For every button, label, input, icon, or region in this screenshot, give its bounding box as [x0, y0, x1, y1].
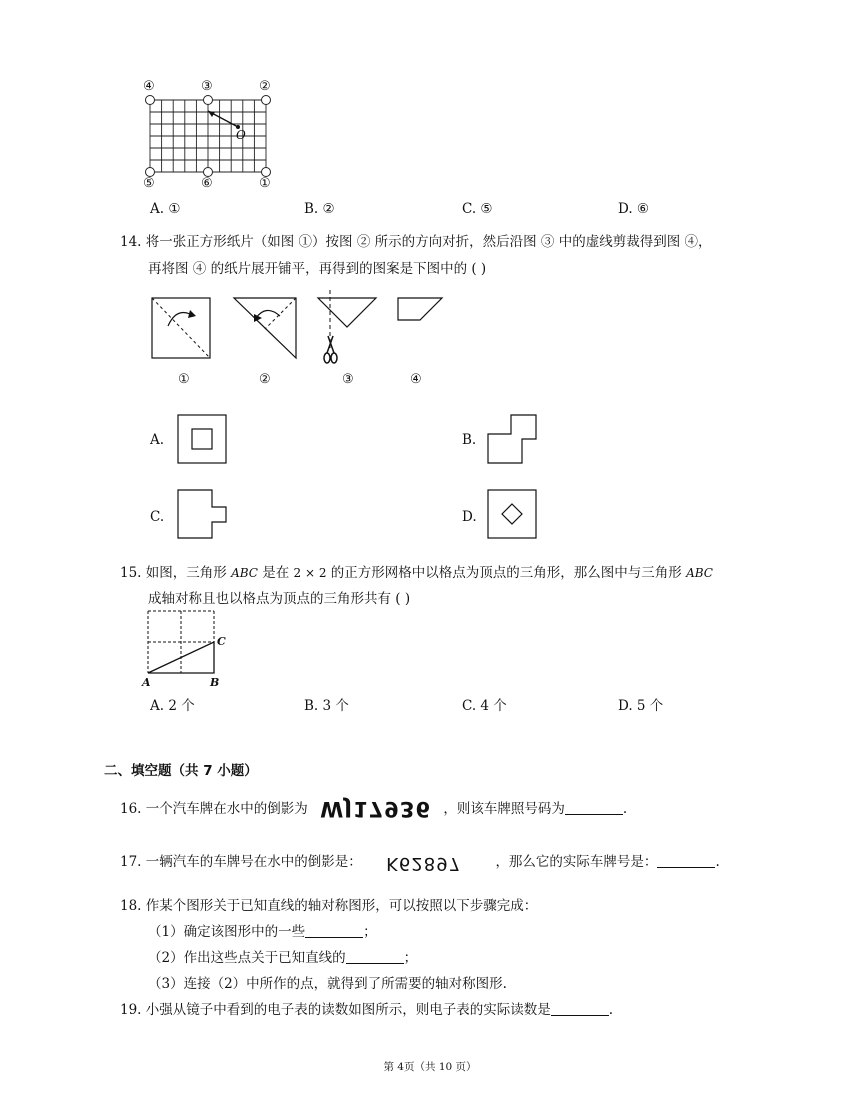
q19-end: . [608, 1002, 614, 1018]
q15-grid-size: 2 × 2 [293, 566, 327, 580]
label-1: ① [259, 176, 271, 191]
q13-option-d: D. ⑥ [618, 201, 650, 217]
q17 [120, 850, 720, 874]
q13-option-b: B. ② [304, 201, 335, 217]
q15-text-a: 15. 如图，三角形 [120, 565, 227, 581]
q14-stem-line2: 再将图 ④ 的纸片展开铺平，再得到的图案是下图中的 ( ) [148, 261, 487, 277]
q15-point-c: C [217, 635, 226, 648]
q13-option-a: A. ① [150, 201, 181, 217]
q17-end: . [715, 854, 720, 870]
point-o-label: O [236, 128, 246, 142]
q14-option-c: C. [150, 509, 165, 525]
q16 [120, 797, 627, 821]
q18-step1 [148, 920, 377, 940]
q15-option-a: A. 2 个 [150, 698, 195, 714]
q14-fig-label-1: ① [178, 372, 190, 387]
label-4: ④ [143, 79, 155, 94]
label-5: ⑤ [143, 176, 155, 191]
q19-text: 19. 小强从镜子中看到的电子表的读数如图所示，则电子表的实际读数是 [120, 1002, 551, 1018]
q18-step2-blank[interactable] [346, 950, 404, 964]
q16-reflected-plate: WJ17936 [320, 797, 432, 821]
q14-fig-label-2: ② [259, 372, 271, 387]
q15-figure [147, 610, 219, 678]
q18-step3: （3）连接（2）中所作的点，就得到了所需要的轴对称图形. [148, 976, 507, 992]
page-footer: 第 4页（共 10 页） [383, 1061, 477, 1073]
q18-step2-text: （2）作出这些点关于已知直线的 [148, 950, 346, 966]
q15-text-c: 的正方形网格中以格点为顶点的三角形，那么图中与三角形 [330, 565, 682, 581]
q19-answer-blank[interactable] [551, 1002, 609, 1016]
q14-option-b-figure [487, 414, 539, 466]
q13-option-c: C. ⑤ [462, 201, 493, 217]
q16-suffix: ，则该车牌照号码为 [443, 801, 565, 817]
q18-step2-end: ； [403, 950, 418, 966]
q16-answer-blank[interactable] [565, 801, 623, 815]
q14-option-a: A. [150, 432, 165, 448]
q14-option-d: D. [462, 509, 477, 525]
label-2: ② [259, 79, 271, 94]
q15-stem-line1 [120, 561, 713, 581]
label-6: ⑥ [201, 176, 213, 191]
q15-option-b: B. 3 个 [304, 698, 349, 714]
q15-text-b: 是在 [262, 565, 290, 581]
label-3: ③ [201, 79, 213, 94]
q16-text: 16. 一个汽车牌在水中的倒影为 [120, 801, 308, 817]
q18-step1-blank[interactable] [305, 924, 363, 938]
q14-fig-label-4: ④ [410, 372, 422, 387]
q14-stem-line1: 14. 将一张正方形纸片（如图 ①）按图 ② 所示的方向对折，然后沿图 ③ 中的虚线剪裁得到图 ④， [120, 234, 712, 250]
section-title: 二、填空题（共 7 小题） [104, 763, 258, 779]
q14-fig-label-3: ③ [342, 372, 354, 387]
q18-step1-text: （1）确定该图形中的一些 [148, 924, 306, 940]
q18-step2 [148, 946, 417, 966]
q15-point-b: B [210, 676, 220, 689]
q19 [120, 998, 613, 1018]
q14-option-c-figure [177, 489, 229, 541]
q15-point-a: A [142, 676, 151, 689]
q15-abc: ABC [231, 566, 258, 580]
q18-step1-end: ； [363, 924, 377, 940]
q14-option-b: B. [462, 432, 477, 448]
q18-stem: 18. 作某个图形关于已知直线的轴对称图形，可以按照以下步骤完成： [120, 898, 538, 914]
q14-option-d-figure [487, 489, 539, 541]
q13-grid [144, 94, 274, 180]
q15-option-d: D. 5 个 [618, 698, 664, 714]
q15-stem-line2: 成轴对称且也以格点为顶点的三角形共有 ( ) [148, 591, 411, 607]
q17-suffix: ，那么它的实际车牌号是： [495, 854, 658, 870]
q14-option-a-figure [177, 414, 229, 466]
q15-option-c: C. 4 个 [462, 698, 507, 714]
q17-text: 17. 一辆汽车的车牌号在水中的倒影是： [120, 854, 362, 870]
q15-abc-2: ABC [686, 566, 713, 580]
q17-answer-blank[interactable] [657, 854, 715, 868]
q14-fold-figures [150, 296, 450, 368]
q17-reflected-plate: K62897 [386, 853, 462, 874]
q16-end: . [622, 801, 628, 817]
